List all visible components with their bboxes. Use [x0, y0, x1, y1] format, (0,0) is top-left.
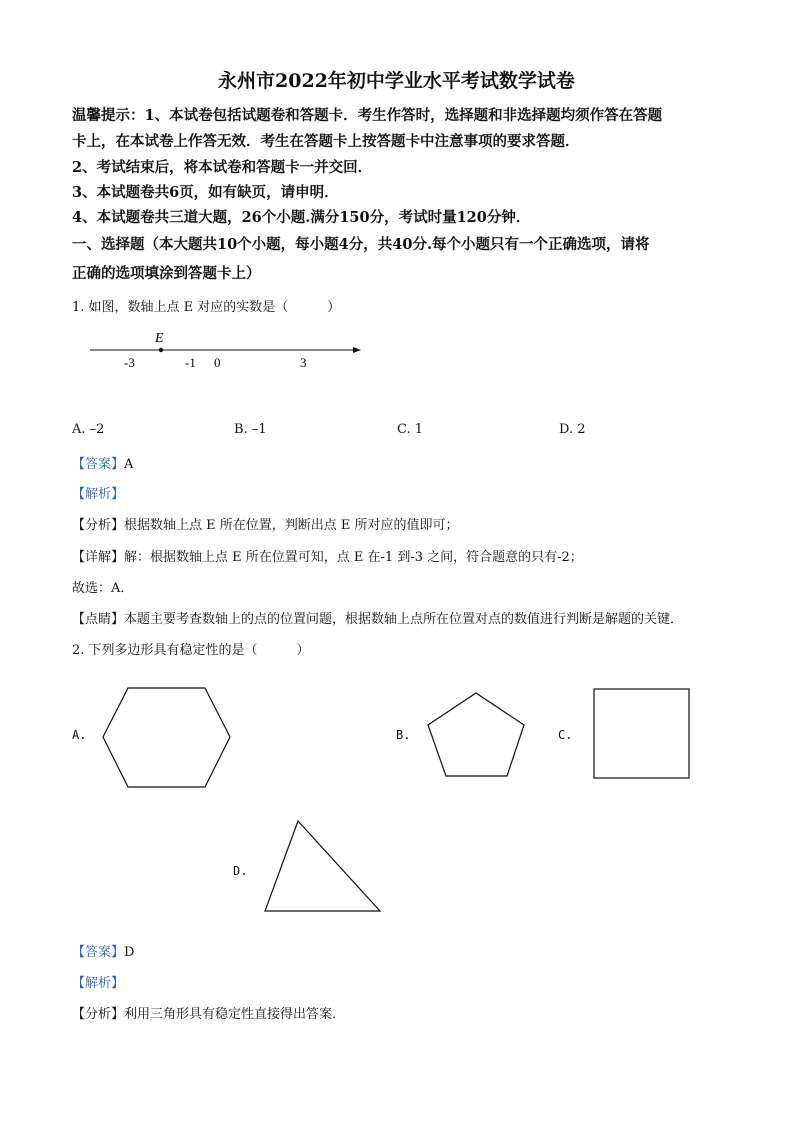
q1-option-c: C. 1 — [397, 422, 424, 437]
notice-line-4: 3、本试题卷共6页，如有缺页，请申明． — [72, 184, 339, 201]
triangle-shape — [265, 821, 380, 911]
q2-fenxi: 【分析】利用三角形具有稳定性直接得出答案． — [72, 1007, 346, 1022]
square-shape — [594, 689, 689, 778]
tick-label-0: 0 — [214, 355, 221, 370]
q2-analysis-tag: 【解析】 — [72, 976, 125, 991]
page-title: 永州市2022年初中学业水平考试数学试卷 — [218, 70, 575, 92]
point-e-label: E — [155, 331, 164, 346]
q1-option-b: B. –1 — [234, 422, 267, 437]
point-e-dot — [159, 348, 163, 352]
q2-answer: 【答案】D — [72, 945, 135, 960]
q1-choose: 故选：A． — [72, 581, 134, 596]
q1-option-d: D. 2 — [559, 422, 586, 437]
q1-detail: 【详解】解：根据数轴上点 E 所在位置可知，点 E 在-1 到-3 之间，符合题意的只有-2； — [72, 550, 583, 565]
q1-stem: 1. 如图，数轴上点 E 对应的实数是（ ） — [72, 300, 341, 315]
q2-option-d-label: D. — [233, 864, 248, 878]
pentagon-shape — [428, 693, 524, 776]
section-heading-line-2: 正确的选项填涂到答题卡上） — [72, 265, 261, 282]
tick-label-neg3: -3 — [124, 355, 135, 370]
number-line-figure — [85, 326, 370, 376]
q1-option-a: A. –2 — [72, 422, 105, 437]
pentagon-figure — [425, 690, 527, 780]
q2-option-b-label: B. — [396, 728, 411, 742]
q2-stem: 2. 下列多边形具有稳定性的是（ ） — [72, 643, 310, 658]
q1-answer: 【答案】A — [72, 457, 134, 472]
q2-option-a-label: A. — [72, 728, 87, 742]
hexagon-shape — [103, 688, 230, 787]
square-figure — [592, 687, 692, 782]
notice-line-5: 4、本试题卷共三道大题，26个小题.满分150分，考试时量120分钟． — [72, 209, 531, 226]
axis-arrow — [353, 347, 361, 353]
q1-analysis-tag: 【解析】 — [72, 487, 125, 502]
q1-comment: 【点睛】本题主要考查数轴上的点的位置问题，根据数轴上点所在位置对点的数值进行判断是解题的关键． — [72, 612, 684, 627]
notice-line-2: 卡上，在本试卷上作答无效．考生在答题卡上按答题卡中注意事项的要求答题． — [72, 133, 580, 150]
q1-fenxi: 【分析】根据数轴上点 E 所在位置，判断出点 E 所对应的值即可； — [72, 518, 459, 533]
hexagon-figure — [100, 685, 234, 791]
q2-option-c-label: C. — [558, 728, 573, 742]
notice-line-1: 温馨提示：1、本试卷包括试题卷和答题卡．考生作答时，选择题和非选择题均须作答在答题 — [72, 107, 663, 124]
notice-line-3: 2、考试结束后，将本试卷和答题卡一并交回． — [72, 159, 373, 176]
section-heading-line-1: 一、选择题（本大题共10个小题，每小题4分，共40分.每个小题只有一个正确选项，请将 — [72, 236, 650, 253]
tick-label-neg1: -1 — [185, 355, 196, 370]
triangle-figure — [262, 818, 384, 916]
tick-label-3: 3 — [300, 355, 307, 370]
